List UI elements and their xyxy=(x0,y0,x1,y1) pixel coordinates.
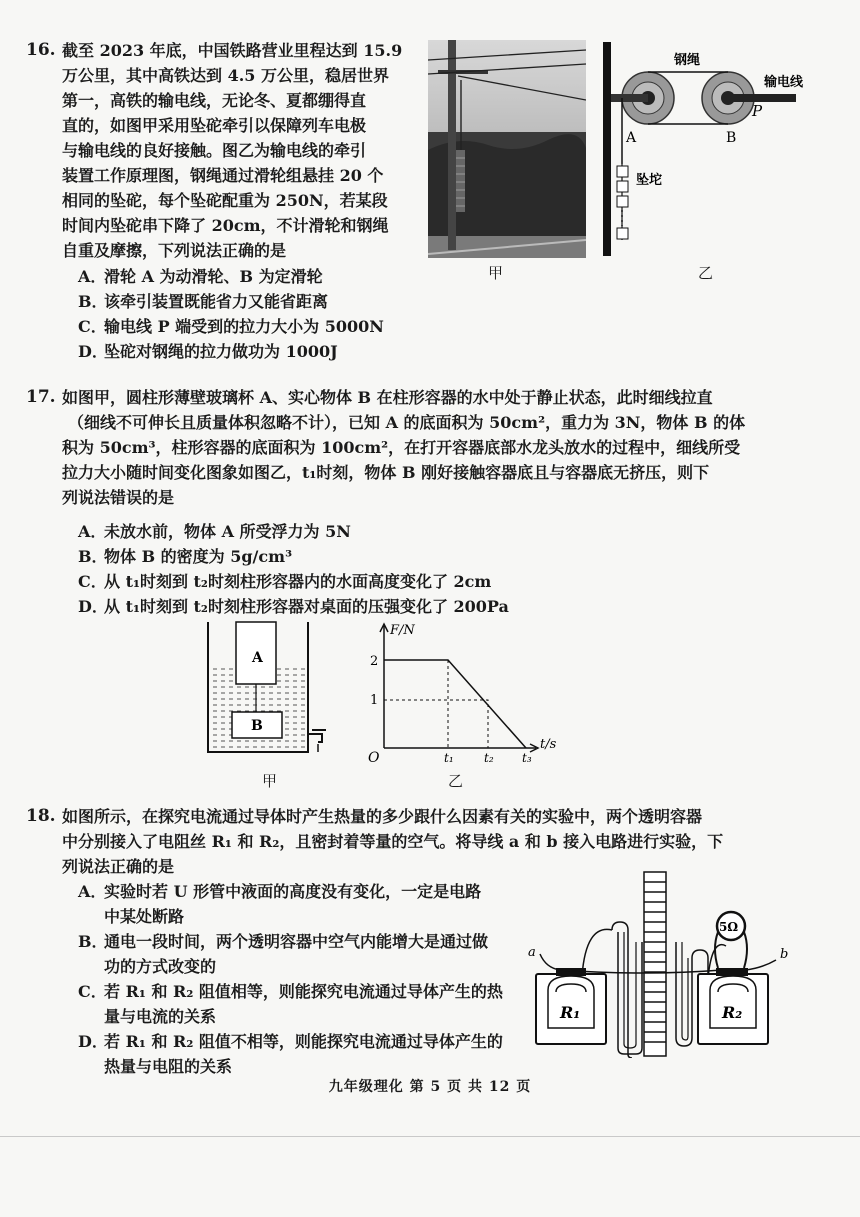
q17-container-diagram xyxy=(196,618,346,768)
option-a[interactable]: A．滑轮 A 为动滑轮、B 为定滑轮 xyxy=(78,267,323,286)
stem-line: （细线不可伸长且质量体积忽略不计），已知 A 的底面积为 50cm²，重力为 3N，物体 B 的体 xyxy=(68,413,746,432)
option-d[interactable]: D．坠砣对钢绳的拉力做功为 1000J xyxy=(78,342,338,361)
stem-line: 自重及摩擦，下列说法正确的是 xyxy=(62,241,287,260)
stem-line: 列说法正确的是 xyxy=(62,857,175,876)
label-rope: 钢绳 xyxy=(674,53,701,68)
stem-line: 万公里，其中高铁达到 4.5 万公里，稳居世界 xyxy=(62,66,389,85)
stem-line: 直的，如图甲采用坠砣牵引以保障列车电极 xyxy=(62,116,367,135)
q16-pulley-diagram-yi xyxy=(596,40,846,258)
stem-line: 截至 2023 年底，中国铁路营业里程达到 15.9 xyxy=(62,41,403,60)
option-b[interactable]: B．通电一段时间，两个透明容器中空气内能增大是通过做 功的方式改变的 xyxy=(78,932,489,976)
option-a[interactable]: A．未放水前，物体 A 所受浮力为 5N xyxy=(78,522,351,541)
label-r2: R₂ xyxy=(722,1003,743,1022)
option-d[interactable]: D．若 R₁ 和 R₂ 阻值不相等，则能探究电流通过导体产生的 热量与电阻的关系 xyxy=(78,1032,503,1076)
q16-caption-jia: 甲 xyxy=(488,264,504,282)
weight-block xyxy=(617,196,628,207)
label-a: A xyxy=(252,650,263,666)
y-tick-1: 1 xyxy=(370,693,379,708)
page-footer: 九年级理化 第 5 页 共 12 页 xyxy=(328,1079,532,1095)
question-17-stem xyxy=(62,385,852,510)
question-18-options xyxy=(78,879,503,1079)
label-b: B xyxy=(251,718,263,734)
option-b[interactable]: B．物体 B 的密度为 5g/cm³ xyxy=(78,547,293,566)
option-c[interactable]: C．若 R₁ 和 R₂ 阻值相等，则能探究电流通过导体产生的热 量与电流的关系 xyxy=(78,982,503,1026)
faucet xyxy=(308,734,322,742)
stem-line: 第一，高铁的输电线，无论冬、夏都绷得直 xyxy=(62,91,367,110)
label-wire: 输电线 xyxy=(764,75,804,90)
question-16-stem xyxy=(62,38,432,263)
x-tick-t2: t₂ xyxy=(484,751,494,765)
option-c[interactable]: C．输电线 P 端受到的拉力大小为 5000N xyxy=(78,317,384,336)
q17-caption-yi: 乙 xyxy=(448,772,464,790)
q17-caption-jia: 甲 xyxy=(262,772,278,790)
x-axis-label: t/s xyxy=(540,737,557,752)
stem-line: 积为 50cm³，柱形容器的底面积为 100cm²，在打开容器底部水龙头放水的过程中，细线所受 xyxy=(62,438,741,457)
transmission-wire xyxy=(728,94,796,102)
stem-line: 如图甲，圆柱形薄壁玻璃杯 A、实心物体 B 在柱形容器的水中处于静止状态，此时细线拉直 xyxy=(62,388,713,407)
y-axis-label: F/N xyxy=(390,623,415,638)
u-tube-left xyxy=(618,932,642,1054)
label-wire-a: a xyxy=(528,945,536,960)
wall xyxy=(603,42,611,256)
stem-line: 中分别接入了电阻丝 R₁ 和 R₂，且密封着等量的空气。将导线 a 和 b 接入电路进行实验，下 xyxy=(62,832,724,851)
weight-block xyxy=(617,166,628,177)
force-curve xyxy=(384,660,526,748)
scale-ruler xyxy=(644,872,666,1056)
stem-line: 列说法错误的是 xyxy=(62,488,175,507)
question-17-number: 17. xyxy=(26,387,56,407)
option-a[interactable]: A．实验时若 U 形管中液面的高度没有变化，一定是电路 中某处断路 xyxy=(78,882,482,926)
option-c[interactable]: C．从 t₁时刻到 t₂时刻柱形容器内的水面高度变化了 2cm xyxy=(78,572,492,591)
option-d[interactable]: D．从 t₁时刻到 t₂时刻柱形容器对桌面的压强变化了 200Pa xyxy=(78,597,509,616)
stem-line: 与输电线的良好接触。图乙为输电线的牵引 xyxy=(62,141,367,160)
question-18-number: 18. xyxy=(26,806,56,826)
stem-line: 如图所示，在探究电流通过导体时产生热量的多少跟什么因素有关的实验中，两个透明容器 xyxy=(62,807,703,826)
wire-b xyxy=(746,960,776,970)
wire-a xyxy=(540,954,722,973)
stem-line: 装置工作原理图，钢绳通过滑轮组悬挂 20 个 xyxy=(62,166,384,185)
origin-label: O xyxy=(368,750,380,766)
label-p: P xyxy=(752,102,763,120)
label-wire-b: b xyxy=(780,947,789,962)
question-17-options xyxy=(78,519,509,619)
question-16-options xyxy=(78,264,384,364)
q16-photo-jia xyxy=(428,40,586,258)
label-b: B xyxy=(726,130,737,146)
stem-line: 拉力大小随时间变化图象如图乙，t₁时刻，物体 B 刚好接触容器底且与容器底无挤压，则下 xyxy=(62,463,710,482)
x-tick-t1: t₁ xyxy=(444,751,454,765)
q16-caption-yi: 乙 xyxy=(698,264,714,282)
x-tick-t3: t₃ xyxy=(522,751,532,765)
stem-line: 时间内坠砣串下降了 20cm，不计滑轮和钢绳 xyxy=(62,216,389,235)
y-tick-2: 2 xyxy=(370,654,379,669)
q18-heating-apparatus xyxy=(526,868,826,1058)
q17-force-time-graph xyxy=(360,620,560,770)
stem-line: 相同的坠砣，每个坠砣配重为 250N，若某段 xyxy=(62,191,388,210)
label-5-ohm: 5Ω xyxy=(719,920,739,934)
label-a: A xyxy=(626,130,637,146)
scan-edge-line xyxy=(0,1136,860,1137)
weight-block xyxy=(617,228,628,239)
option-b[interactable]: B．该牵引装置既能省力又能省距离 xyxy=(78,292,329,311)
label-weight: 坠坨 xyxy=(636,173,663,188)
weight-block xyxy=(617,181,628,192)
question-16-number: 16. xyxy=(26,40,56,60)
label-r1: R₁ xyxy=(560,1003,581,1022)
